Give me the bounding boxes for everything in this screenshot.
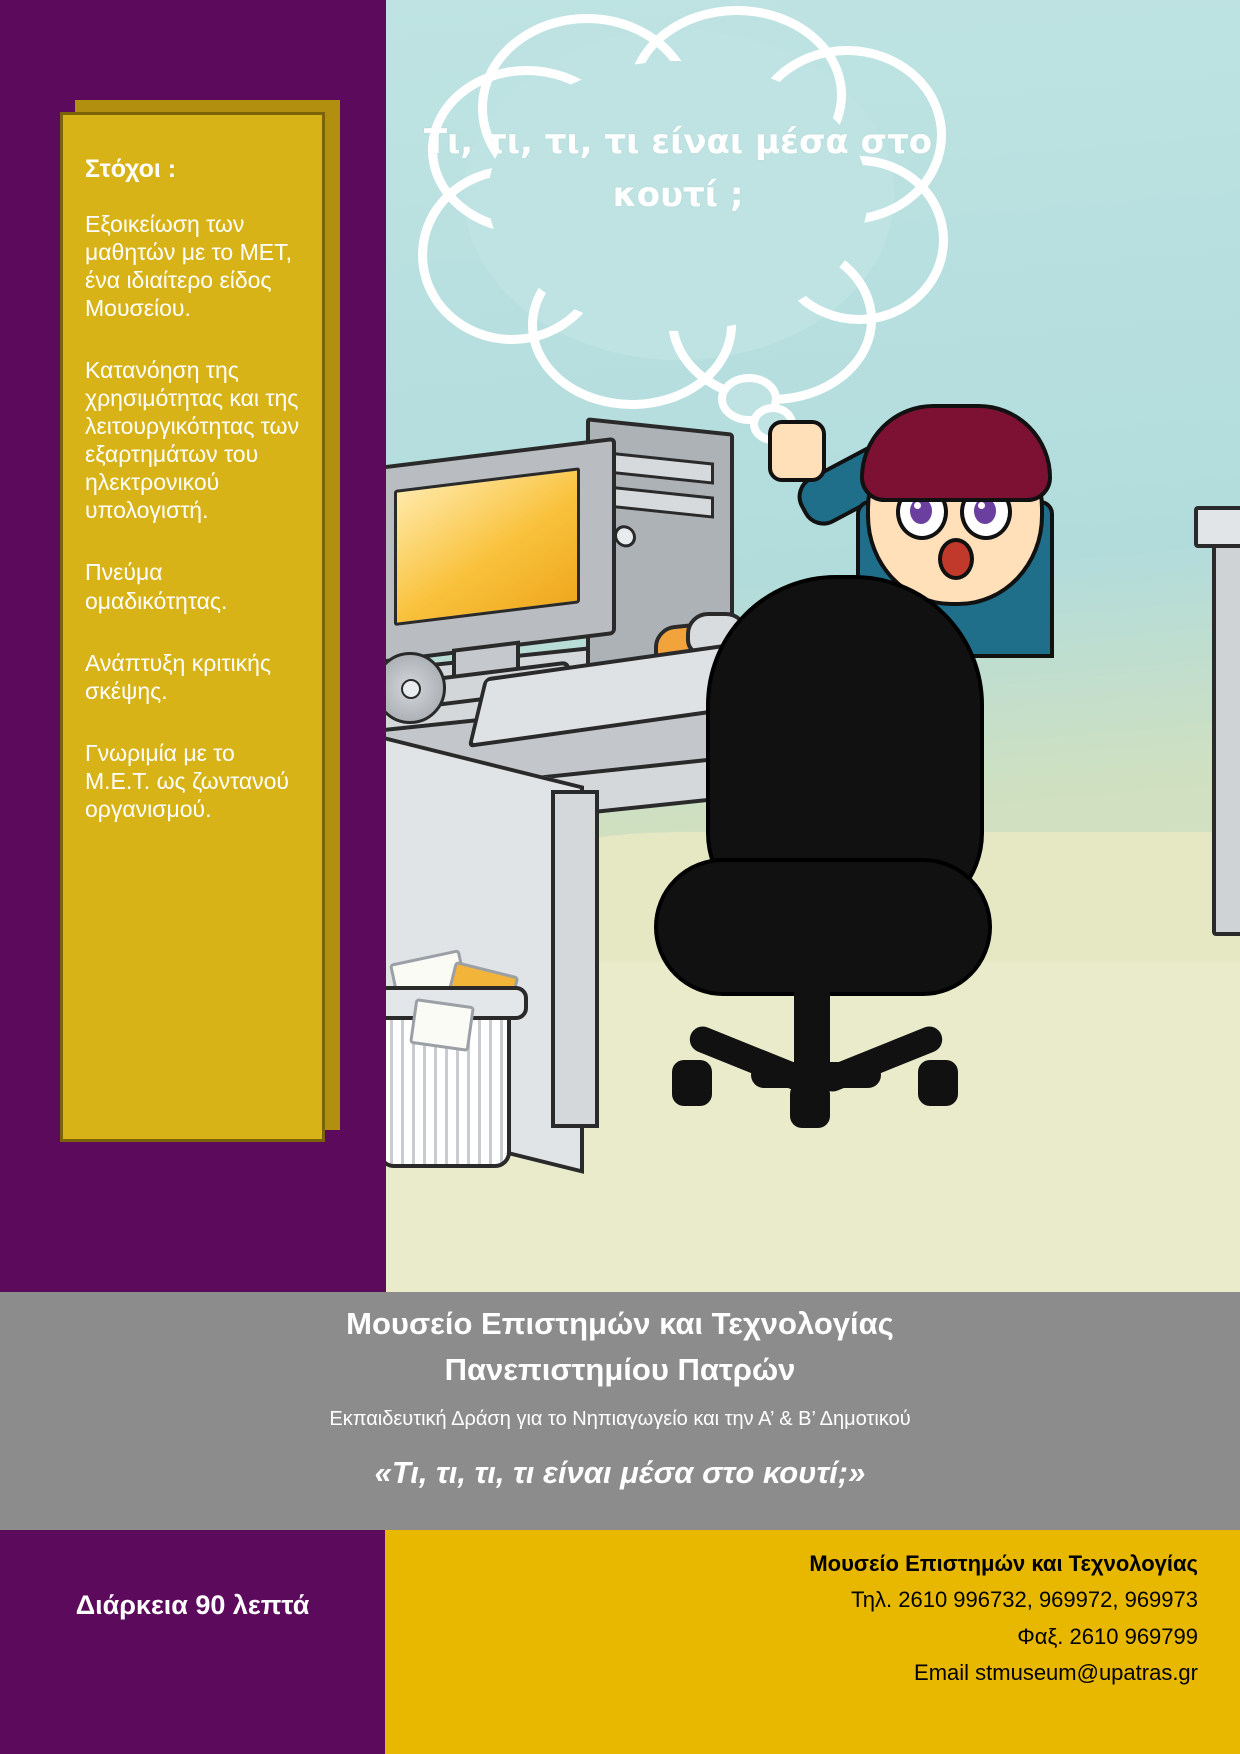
duration-text: Διάρκεια 90 λεπτά xyxy=(75,1590,310,1620)
objectives-box xyxy=(60,112,325,1142)
objective-item: Εξοικείωση των μαθητών με το ΜΕΤ, ένα ιδιαίτερο είδος Μουσείου. xyxy=(85,211,292,322)
program-title: «Τι, τι, τι, τι είναι μέσα στο κουτί;» xyxy=(374,1455,866,1490)
museum-name-line1: Μουσείο Επιστημών και Τεχνολογίας xyxy=(346,1306,894,1341)
drive-slot xyxy=(608,452,714,485)
objective-item: Πνεύμα ομαδικότητας. xyxy=(85,559,228,614)
contact-phone: Τηλ. 2610 996732, 969972, 969973 xyxy=(850,1587,1198,1613)
chair-wheel xyxy=(790,1082,830,1128)
power-button-icon xyxy=(614,524,636,548)
chair-wheel xyxy=(672,1060,712,1106)
contact-email: Email stmuseum@upatras.gr xyxy=(914,1659,1198,1685)
thought-bubble xyxy=(418,6,938,426)
contact-fax: Φαξ. 2610 969799 xyxy=(1017,1623,1198,1649)
office-chair-pole xyxy=(794,968,830,1068)
footer-purple-strip xyxy=(0,1720,385,1754)
cabinet-top xyxy=(1194,506,1240,548)
boy-mouth xyxy=(938,538,974,580)
objective-item: Κατανόηση της χρησιμότητας και της λειτουργικότητας των εξαρτημάτων του ηλεκτρονικού υπολογιστή. xyxy=(85,357,299,524)
chair-wheel xyxy=(918,1060,958,1106)
program-subtitle: Εκπαιδευτική Δράση για το Νηπιαγωγείο και την Α’ & Β’ Δημοτικού xyxy=(329,1408,911,1430)
boy-hair xyxy=(860,404,1052,502)
monitor-screen xyxy=(394,467,580,626)
computer-monitor xyxy=(386,437,616,665)
contact-name: Μουσείο Επιστημών και Τεχνολογίας xyxy=(809,1551,1198,1576)
drive-slot xyxy=(608,486,714,519)
desk-leg xyxy=(551,790,599,1128)
illustration-scene xyxy=(386,0,1240,1292)
objective-item: Ανάπτυξη κριτικής σκέψης. xyxy=(85,649,271,704)
cabinet xyxy=(1212,528,1240,936)
contact-block xyxy=(498,1546,1198,1691)
thought-bubble-text: Τι, τι, τι, τι είναι μέσα στο κουτί ; xyxy=(423,122,933,215)
objectives-title: Στόχοι : xyxy=(85,155,177,183)
title-banner xyxy=(0,1292,1240,1530)
objective-item: Γνωριμία με το Μ.Ε.Τ. ως ζωντανού οργανισμού. xyxy=(85,739,290,822)
museum-name-line2: Πανεπιστημίου Πατρών xyxy=(444,1352,796,1387)
crumpled-paper xyxy=(409,998,475,1052)
boy-hand xyxy=(768,420,826,482)
